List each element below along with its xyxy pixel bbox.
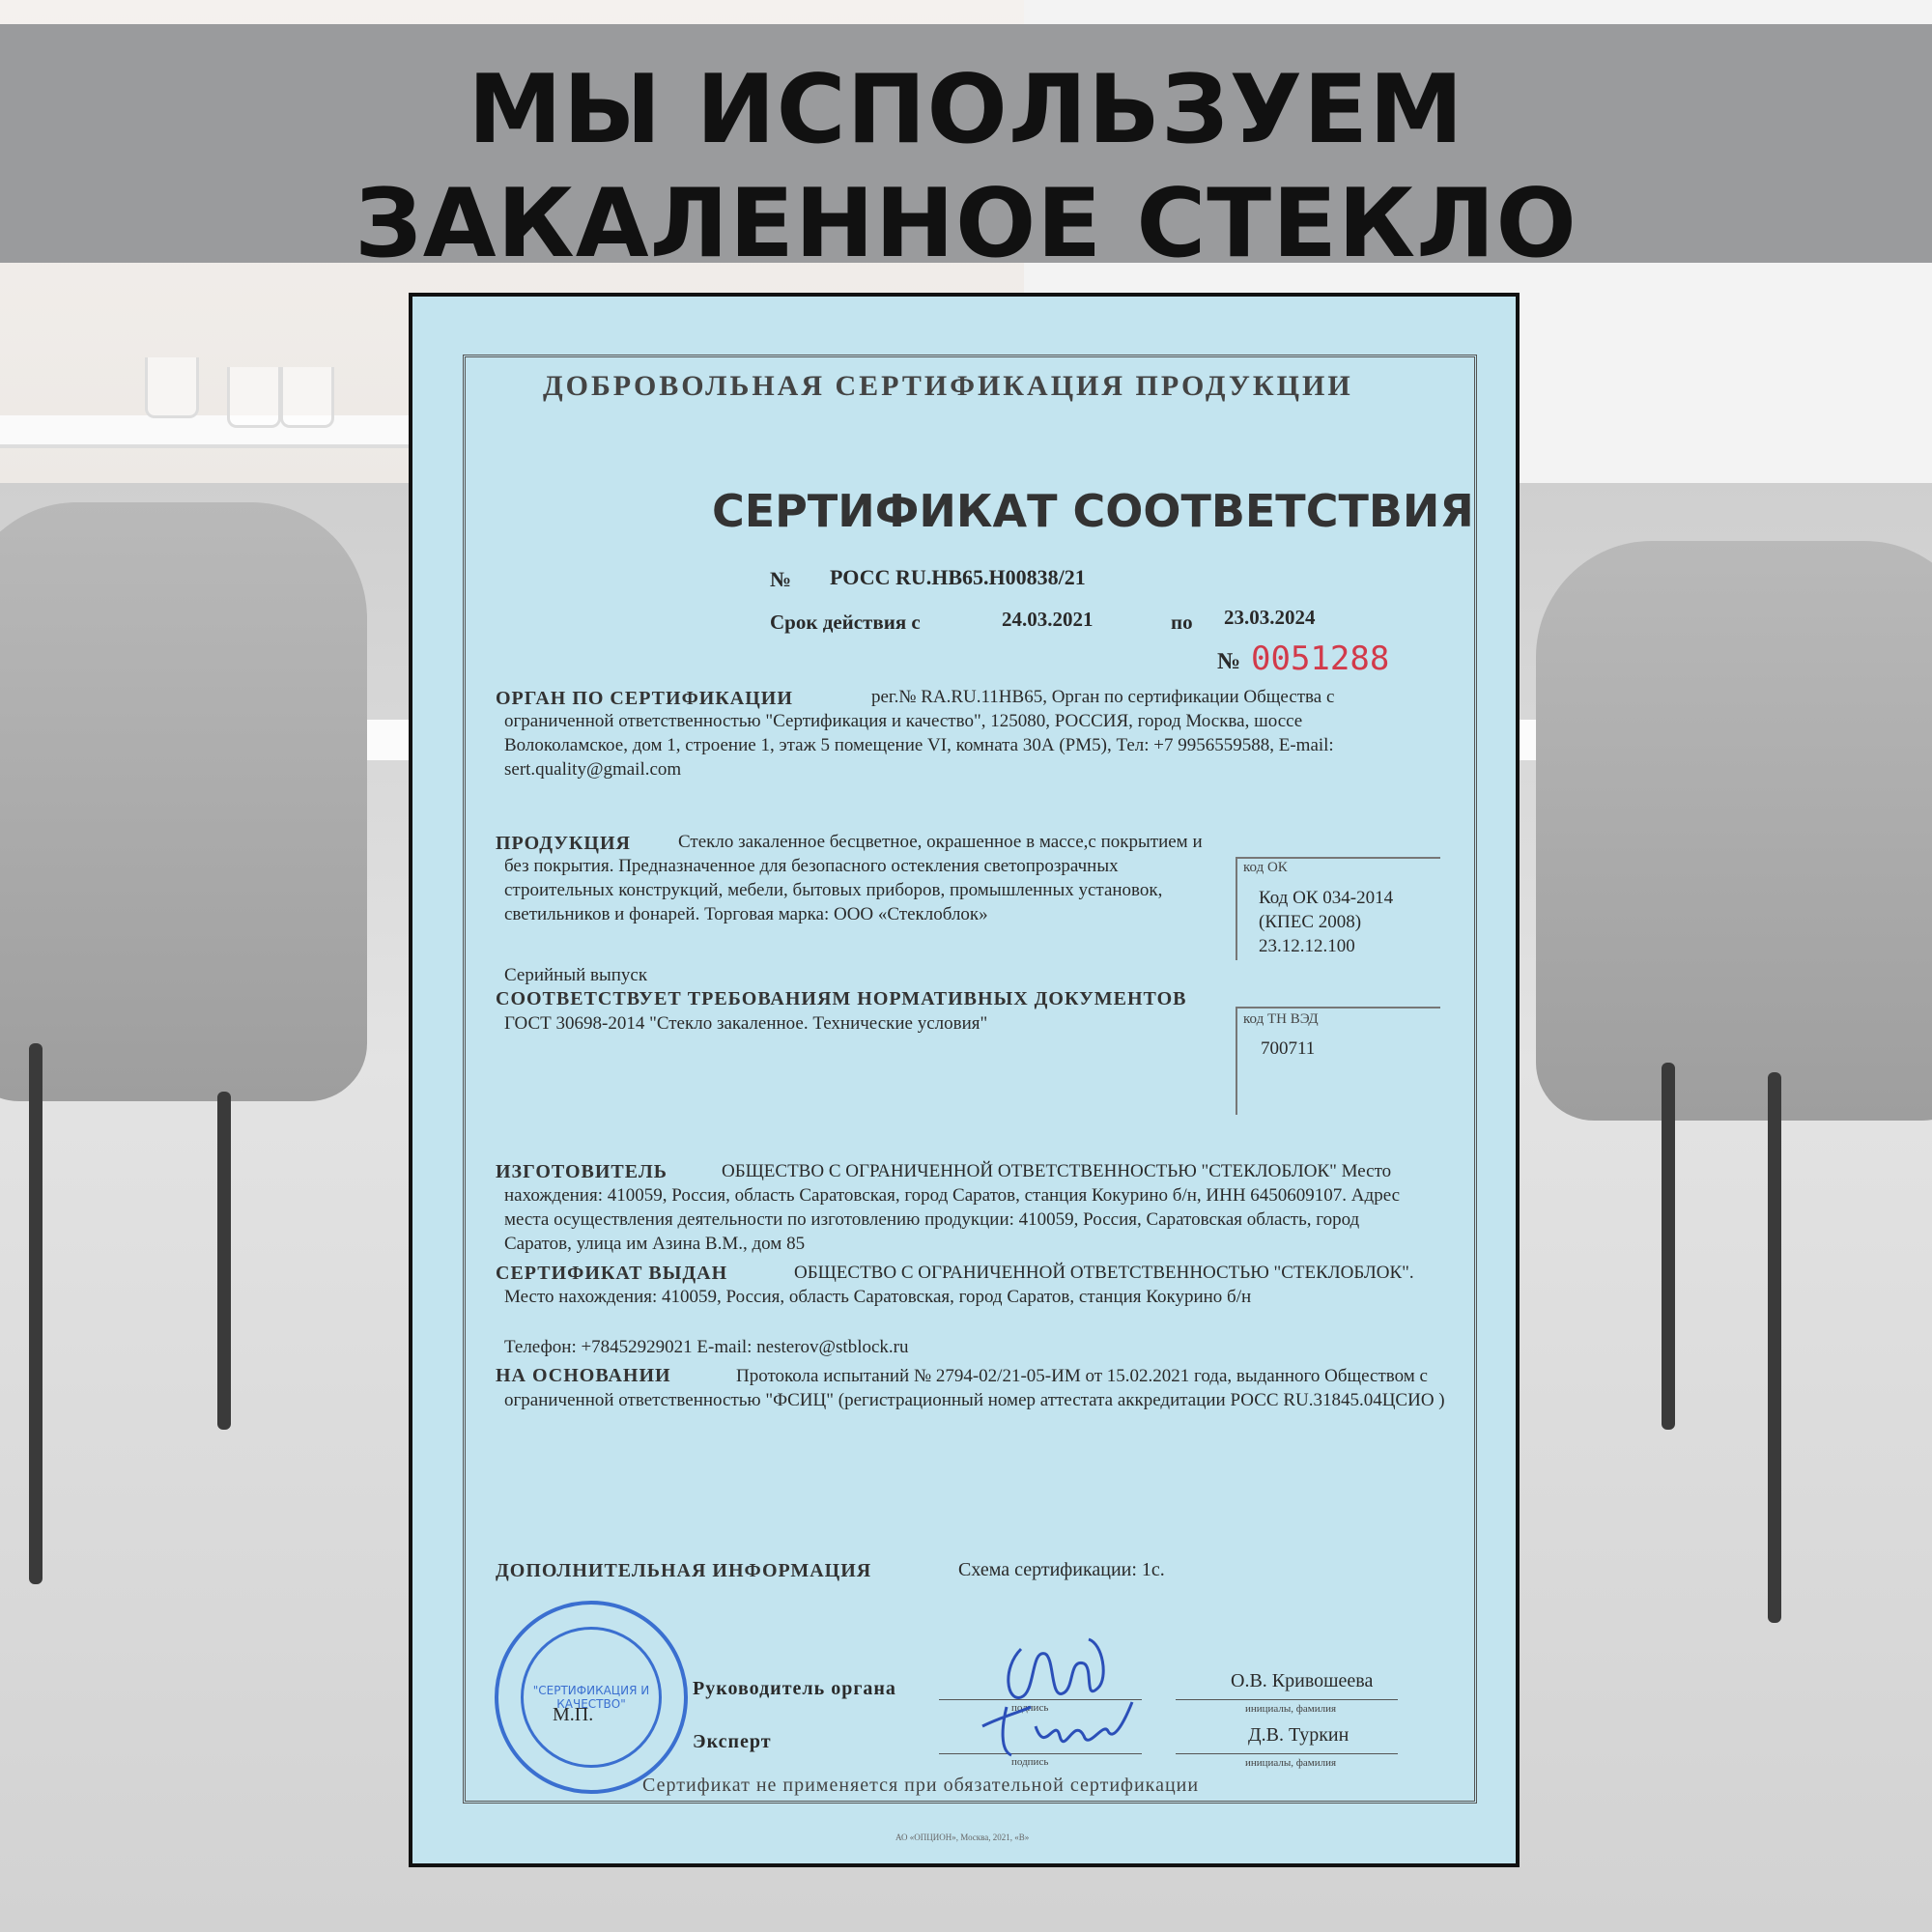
- initials-caption: инициалы, фамилия: [1245, 1703, 1337, 1715]
- head-name: О.В. Кривошеева: [1231, 1670, 1374, 1691]
- ok-code: Код ОК 034-2014 (КПЕС 2008) 23.12.12.100: [1259, 888, 1394, 956]
- glass-cup: [227, 367, 281, 428]
- maker-text: ОБЩЕСТВО С ОГРАНИЧЕННОЙ ОТВЕТСТВЕННОСТЬЮ "СТЕКЛОБЛОК" Место нахождения: 410059, Россия, область Саратовская, город Саратов, станция Кокурино б/н, ИНН 6450609107. Адрес места осуществления деятельности по изготовлению продукции: 410059, Россия, Саратовская область, город Саратов, улица им Азина В.М., дом 85: [504, 1161, 1401, 1254]
- maker-label: ИЗГОТОВИТЕЛЬ: [496, 1161, 668, 1182]
- issued-text: ОБЩЕСТВО С ОГРАНИЧЕННОЙ ОТВЕТСТВЕННОСТЬЮ "СТЕКЛОБЛОК". Место нахождения: 410059, Россия, область Саратовская, город Саратов, станция Кокурино б/н: [504, 1263, 1414, 1307]
- chair-leg: [1768, 1072, 1781, 1623]
- organ-label: ОРГАН ПО СЕРТИФИКАЦИИ: [496, 688, 793, 709]
- mp-label: М.П.: [553, 1704, 594, 1725]
- head-name-line: [1176, 1699, 1398, 1700]
- tnved-code: 700711: [1261, 1038, 1316, 1059]
- number-label: №: [770, 567, 792, 591]
- banner-title: [0, 53, 1932, 281]
- validity-label: Срок действия с: [770, 611, 921, 634]
- banner-line-2: ЗАКАЛЕННОЕ СТЕКЛО: [355, 169, 1577, 279]
- basis-text: Протокола испытаний № 2794-02/21-05-ИМ от 15.02.2021 года, выданного Обществом с ограниченной ответственностью "ФСИЦ" (регистрационный номер аттестата аккредитации РОСС RU.31845.04ЦСИО ): [504, 1366, 1445, 1410]
- expert-name: Д.В. Туркин: [1248, 1724, 1350, 1746]
- signature-image: [963, 1610, 1147, 1775]
- extra-label: ДОПОЛНИТЕЛЬНАЯ ИНФОРМАЦИЯ: [496, 1560, 872, 1581]
- serial-label: №: [1217, 649, 1241, 674]
- head-label: Руководитель органа: [693, 1678, 896, 1699]
- certification-stamp: [495, 1601, 688, 1794]
- product-text: Стекло закаленное бесцветное, окрашенное в массе,с покрытием и без покрытия. Предназначенное для безопасного остекления светопрозрачных строительных конструкций, мебели, бытовых приборов, промышленных установок, светильников и фонарей. Торговая марка: ООО «Стеклоблок»: [504, 832, 1203, 924]
- glass-cup: [280, 367, 334, 428]
- organ-text: рег.№ RA.RU.11HB65, Орган по сертификации Общества с ограниченной ответственностью "Сертификация и качество", 125080, РОССИЯ, город Москва, шоссе Волоколамское, дом 1, строение 1, этаж 5 помещение VI, комната 30А (РМ5), Тел: +7 9956559588, E-mail: sert.quality@gmail.com: [504, 687, 1335, 780]
- valid-from: 24.03.2021: [1002, 608, 1094, 631]
- chair-left: [0, 502, 367, 1101]
- conform-text: ГОСТ 30698-2014 "Стекло закаленное. Технические условия": [504, 1013, 988, 1034]
- extra-text: Схема сертификации: 1с.: [958, 1559, 1165, 1580]
- chair-leg: [29, 1043, 43, 1584]
- valid-to: 23.03.2024: [1224, 606, 1316, 629]
- chair-right: [1536, 541, 1932, 1121]
- ok-label: код ОК: [1243, 860, 1288, 875]
- banner-line-1: МЫ ИСПОЛЬЗУЕМ: [468, 55, 1464, 165]
- title-banner: [0, 24, 1932, 279]
- serial-number: 0051288: [1251, 639, 1390, 678]
- certificate-footer: Сертификат не применяется при обязательной сертификации: [642, 1775, 1200, 1796]
- expert-label: Эксперт: [693, 1731, 772, 1752]
- certificate-header: ДОБРОВОЛЬНАЯ СЕРТИФИКАЦИЯ ПРОДУКЦИИ: [543, 370, 1353, 402]
- certificate-document: [409, 293, 1520, 1867]
- product-release: Серийный выпуск: [504, 965, 648, 985]
- sign-caption: подпись: [1011, 1702, 1049, 1714]
- printer-imprint: АО «ОПЦИОН», Москва, 2021, «В»: [895, 1833, 1030, 1842]
- issued-phone: Телефон: +78452929021 E-mail: nesterov@stblock.ru: [504, 1337, 909, 1357]
- issued-label: СЕРТИФИКАТ ВЫДАН: [496, 1263, 728, 1284]
- conform-label: СООТВЕТСТВУЕТ ТРЕБОВАНИЯМ НОРМАТИВНЫХ ДОКУМЕНТОВ: [496, 988, 1187, 1009]
- shelf: [0, 415, 415, 448]
- product-label: ПРОДУКЦИЯ: [496, 833, 631, 854]
- validity-to-label: по: [1171, 611, 1193, 634]
- glass-cup: [145, 357, 199, 418]
- certificate-title: СЕРТИФИКАТ СООТВЕТСТВИЯ: [712, 485, 1474, 537]
- stamp-text: "СЕРТИФИКАЦИЯ И КАЧЕСТВО": [521, 1627, 662, 1768]
- chair-leg: [1662, 1063, 1675, 1430]
- initials-caption-2: инициалы, фамилия: [1245, 1757, 1337, 1769]
- tnved-label: код ТН ВЭД: [1243, 1011, 1319, 1027]
- chair-leg: [217, 1092, 231, 1430]
- sign-caption-2: подпись: [1011, 1756, 1049, 1768]
- expert-name-line: [1176, 1753, 1398, 1754]
- basis-label: НА ОСНОВАНИИ: [496, 1365, 671, 1386]
- certificate-number: РОСС RU.HB65.H00838/21: [830, 565, 1086, 589]
